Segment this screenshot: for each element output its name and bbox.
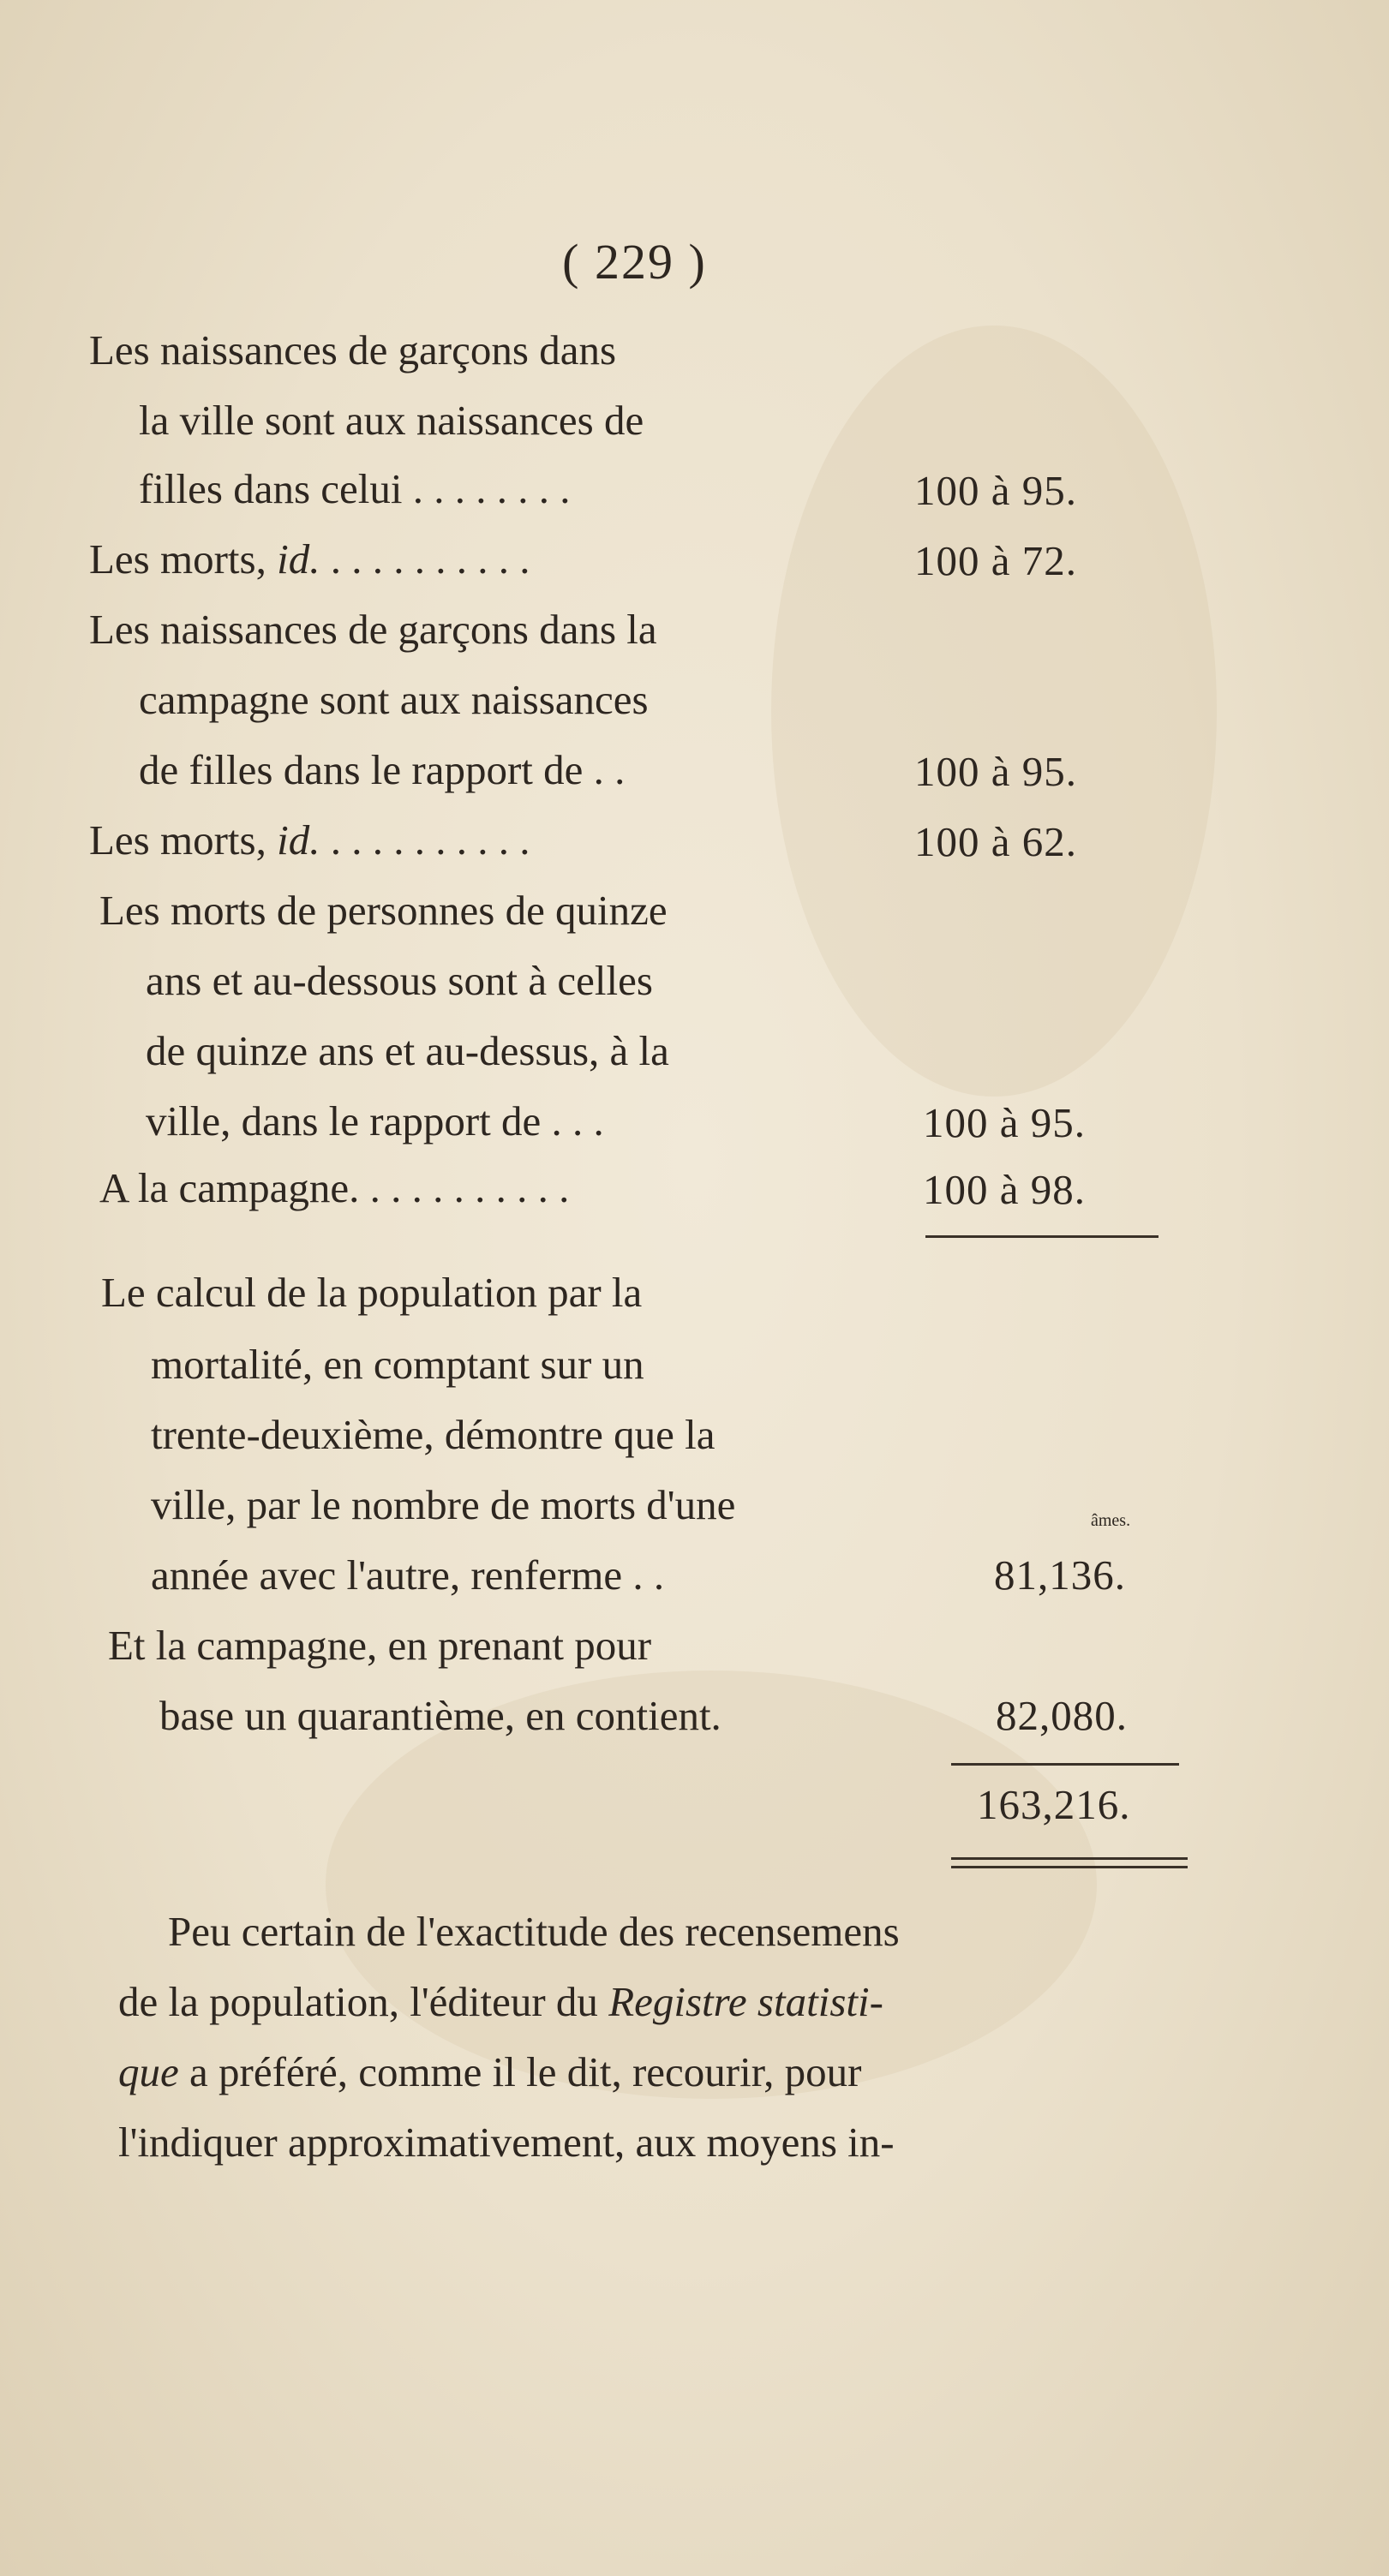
population-total-value: 163,216. — [977, 1781, 1131, 1828]
paragraph-italic: Registre statisti- — [608, 1978, 883, 2025]
text-line: Les naissances de garçons dans — [89, 326, 617, 374]
ratio-value: 100 à 95. — [923, 1099, 1086, 1146]
text-line: campagne sont aux naissances — [139, 676, 649, 723]
ratio-value: 100 à 95. — [914, 748, 1077, 795]
ratio-value: 100 à 95. — [914, 467, 1077, 514]
paragraph-italic: que — [118, 2048, 179, 2095]
text-line: filles dans celui . . . . . . . . — [139, 465, 571, 512]
text-line: de quinze ans et au-dessus, à la — [146, 1027, 669, 1074]
text-prefix: Les morts, — [89, 816, 278, 864]
text-line: mortalité, en comptant sur un — [151, 1341, 644, 1388]
text-line: Les morts de personnes de quinze — [99, 887, 668, 934]
double-rule-top — [951, 1857, 1188, 1860]
text-line — [89, 535, 530, 583]
text-prefix: Les morts, — [89, 535, 278, 583]
text-line: de filles dans le rapport de . . — [139, 746, 626, 793]
paragraph-text: de la population, l'éditeur du — [118, 1978, 609, 2025]
unit-label: âmes. — [1091, 1511, 1131, 1530]
text-line: ville, par le nombre de morts d'une — [151, 1481, 736, 1528]
text-line: A la campagne. . . . . . . . . . . — [99, 1164, 570, 1211]
ratio-underline — [925, 1235, 1158, 1238]
text-line — [89, 816, 530, 864]
paragraph-line — [118, 2048, 862, 2095]
text-line: Et la campagne, en prenant pour — [108, 1622, 652, 1669]
ratio-value: 100 à 98. — [923, 1166, 1086, 1213]
paragraph-line — [118, 1978, 883, 2025]
text-line: base un quarantième, en contient. — [159, 1692, 721, 1739]
paper-stain — [771, 326, 1217, 1097]
double-rule-bottom — [951, 1866, 1188, 1868]
text-line: ans et au-dessous sont à celles — [146, 957, 653, 1004]
page-number: ( 229 ) — [562, 234, 707, 290]
population-campagne-value: 82,080. — [996, 1692, 1128, 1739]
leader-dots: . . . . . . . . . . — [320, 816, 530, 864]
paragraph-text: a préféré, comme il le dit, recourir, pour — [178, 2048, 862, 2095]
leader-dots: . . . . . . . . . . — [320, 535, 530, 583]
text-line: la ville sont aux naissances de — [139, 397, 644, 444]
text-italic: id. — [277, 816, 320, 864]
paragraph-line: l'indiquer approximativement, aux moyens in- — [118, 2119, 895, 2166]
text-line: année avec l'autre, renferme . . — [151, 1551, 665, 1599]
paragraph-line: Peu certain de l'exactitude des recensemens — [168, 1908, 900, 1955]
text-line: Le calcul de la population par la — [101, 1269, 643, 1316]
text-line: Les naissances de garçons dans la — [89, 606, 657, 653]
ratio-value: 100 à 62. — [914, 818, 1077, 865]
population-ville-value: 81,136. — [994, 1551, 1126, 1599]
text-line: ville, dans le rapport de . . . — [146, 1097, 604, 1145]
text-italic: id. — [277, 535, 320, 583]
ratio-value: 100 à 72. — [914, 537, 1077, 584]
sum-rule — [951, 1763, 1179, 1766]
text-line: trente-deuxième, démontre que la — [151, 1411, 715, 1458]
